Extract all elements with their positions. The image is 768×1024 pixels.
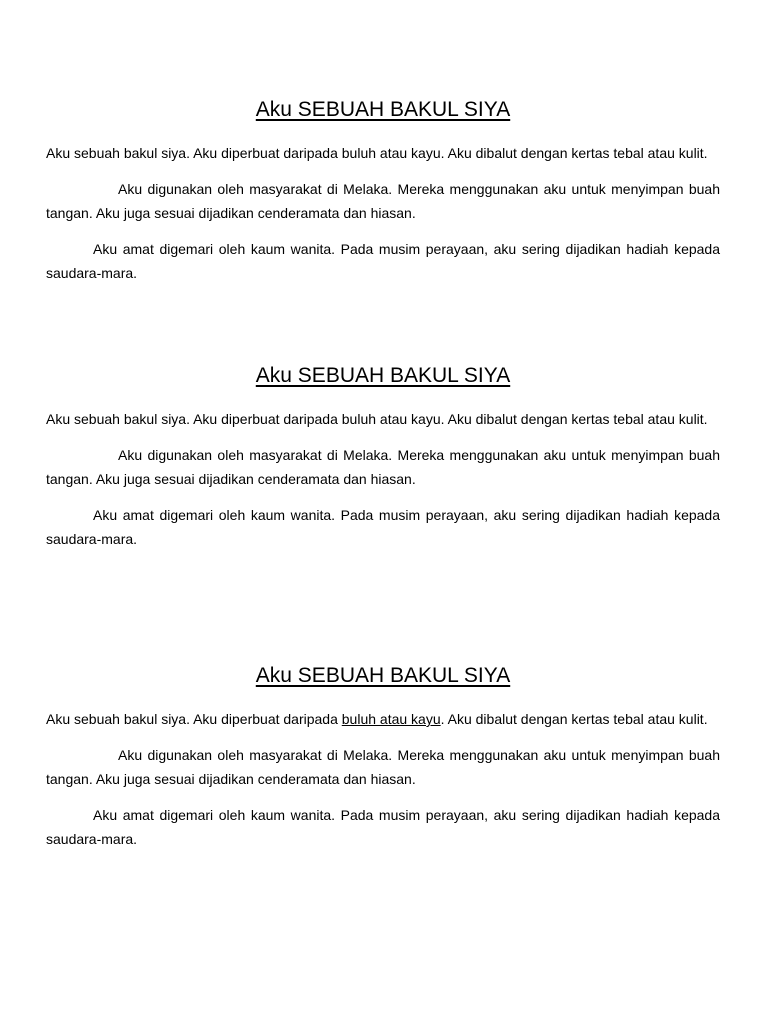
section-3-paragraph-1-start: Aku sebuah bakul siya. Aku diperbuat daripada [46,711,342,727]
section-1-title: Aku SEBUAH BAKUL SIYA [255,98,511,121]
section-2-paragraph-1: Aku sebuah bakul siya. Aku diperbuat daripada buluh atau kayu. Aku dibalut dengan kertas tebal atau kulit. [46,411,708,427]
section-2-paragraph-2: Aku digunakan oleh masyarakat di Melaka. Mereka menggunakan aku untuk menyimpan buah tangan. Aku juga sesuai dijadikan cenderamata dan hiasan. [46,447,720,487]
section-2 [46,363,720,563]
section-1 [46,97,720,297]
section-1-paragraph-3: Aku amat digemari oleh kaum wanita. Pada musim perayaan, aku sering dijadikan hadiah kepada saudara-mara. [46,241,720,281]
section-3-paragraph-1-end: . Aku dibalut dengan kertas tebal atau kulit. [440,711,708,727]
section-3-paragraph-1 [46,707,720,731]
section-2-title: Aku SEBUAH BAKUL SIYA [255,364,511,387]
section-3-paragraph-3: Aku amat digemari oleh kaum wanita. Pada musim perayaan, aku sering dijadikan hadiah kepada saudara-mara. [46,807,720,847]
underlined-phrase: buluh atau kayu [341,711,441,727]
section-1-paragraph-1: Aku sebuah bakul siya. Aku diperbuat daripada buluh atau kayu. Aku dibalut dengan kertas tebal atau kulit. [46,145,708,161]
section-3 [46,663,720,863]
section-1-paragraph-2: Aku digunakan oleh masyarakat di Melaka. Mereka menggunakan aku untuk menyimpan buah tangan. Aku juga sesuai dijadikan cenderamata dan hiasan. [46,181,720,221]
section-3-title: Aku SEBUAH BAKUL SIYA [255,664,511,687]
section-3-paragraph-2: Aku digunakan oleh masyarakat di Melaka. Mereka menggunakan aku untuk menyimpan buah tangan. Aku juga sesuai dijadikan cenderamata dan hiasan. [46,747,720,787]
section-2-paragraph-3: Aku amat digemari oleh kaum wanita. Pada musim perayaan, aku sering dijadikan hadiah kepada saudara-mara. [46,507,720,547]
